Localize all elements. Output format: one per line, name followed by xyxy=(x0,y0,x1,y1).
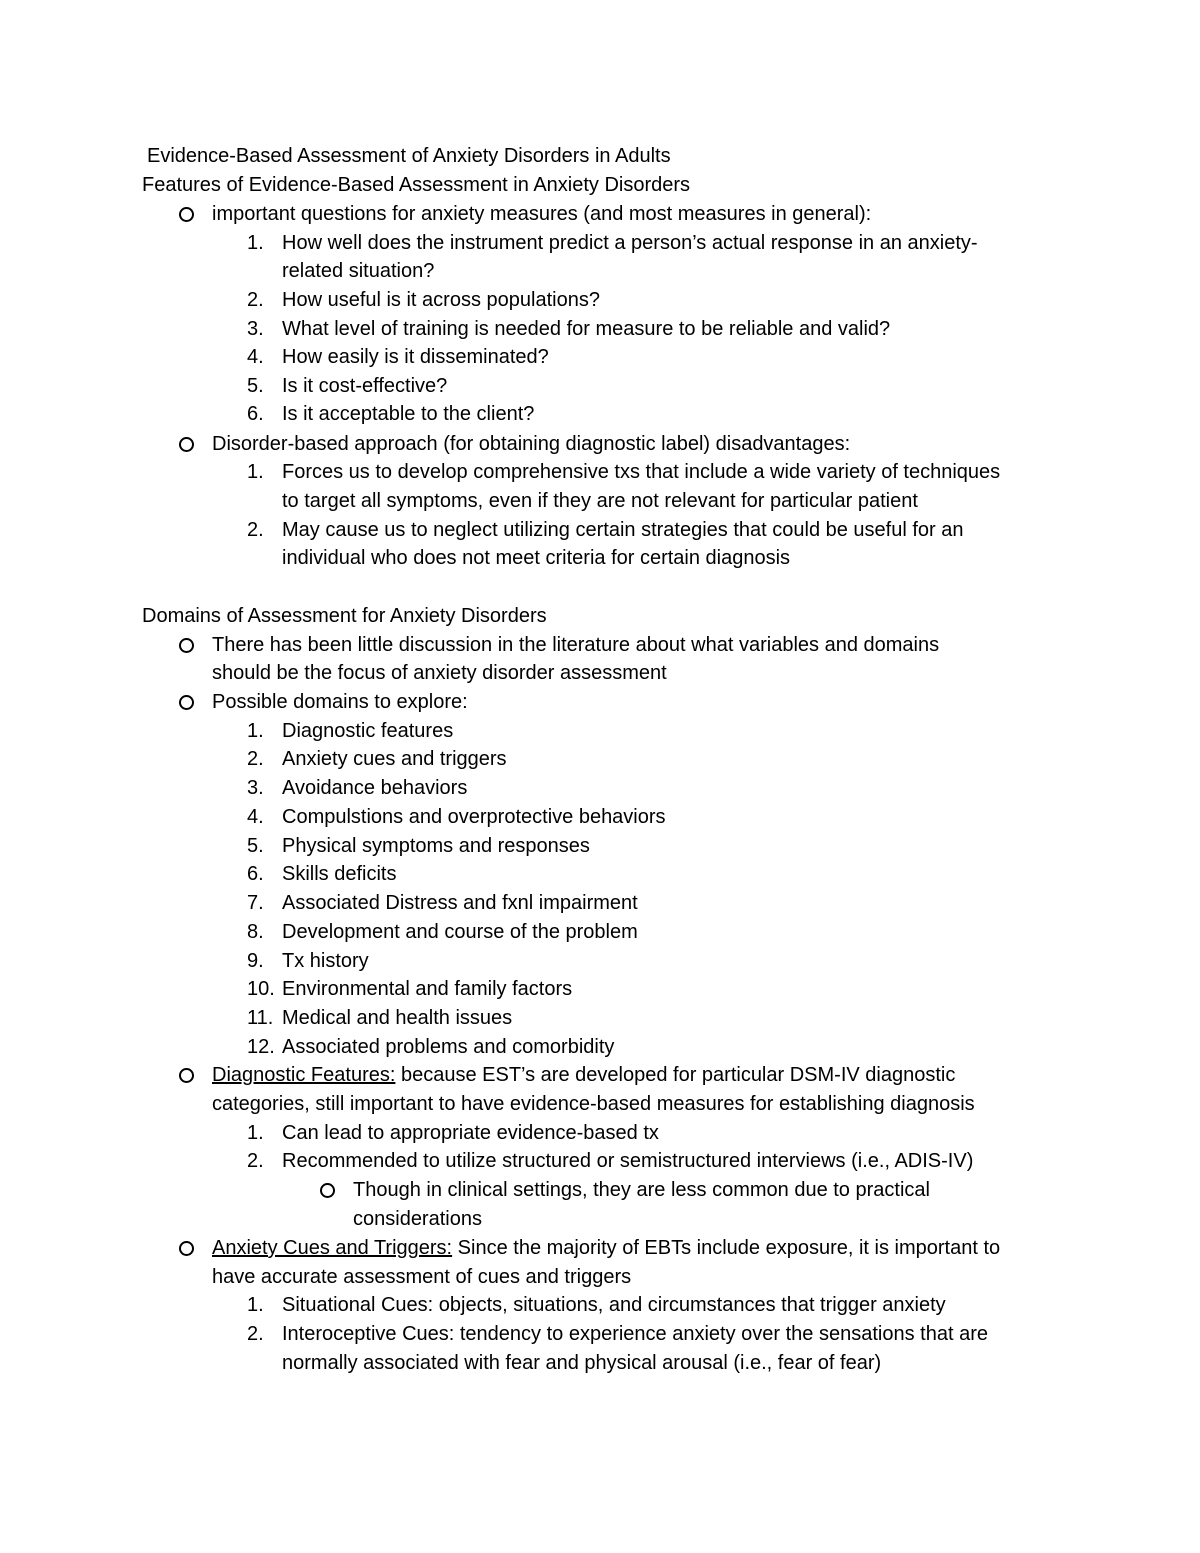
list-item: Recommended to utilize structured or semistructured interviews (i.e., ADIS-IV) xyxy=(282,1150,974,1172)
hollow-circle-bullet-icon xyxy=(179,695,194,710)
section-heading-features: Features of Evidence-Based Assessment in Anxiety Disorders xyxy=(142,174,691,196)
list-number: 11. xyxy=(247,1007,274,1029)
bullet-text-body: Since the majority of EBTs include exposure, it is important to xyxy=(452,1237,1001,1259)
list-item: Diagnostic features xyxy=(282,720,454,742)
list-number: 9. xyxy=(247,950,264,972)
bullet-text xyxy=(212,1234,1000,1263)
hollow-circle-bullet-icon xyxy=(179,437,194,452)
list-item-continuation: individual who does not meet criteria for certain diagnosis xyxy=(282,547,791,569)
bullet-text: There has been little discussion in the literature about what variables and domains xyxy=(212,634,940,656)
sub-bullet-text: Though in clinical settings, they are less common due to practical xyxy=(353,1179,930,1201)
list-item: Medical and health issues xyxy=(282,1007,513,1029)
list-item: What level of training is needed for measure to be reliable and valid? xyxy=(282,318,891,340)
list-item: Avoidance behaviors xyxy=(282,777,468,799)
list-item: How useful is it across populations? xyxy=(282,289,600,311)
list-item: Tx history xyxy=(282,950,369,972)
bullet-text xyxy=(212,1061,955,1090)
list-number: 2. xyxy=(247,748,264,770)
list-number: 2. xyxy=(247,519,264,541)
list-item: Can lead to appropriate evidence-based tx xyxy=(282,1122,659,1144)
list-item: Environmental and family factors xyxy=(282,978,573,1000)
list-item: Associated problems and comorbidity xyxy=(282,1036,615,1058)
list-item-continuation: normally associated with fear and physical arousal (i.e., fear of fear) xyxy=(282,1352,882,1374)
list-item: Interoceptive Cues: tendency to experience anxiety over the sensations that are xyxy=(282,1323,988,1345)
hollow-circle-bullet-icon xyxy=(179,1241,194,1256)
list-number: 4. xyxy=(247,346,264,368)
list-number: 2. xyxy=(247,1150,264,1172)
hollow-circle-bullet-icon xyxy=(179,638,194,653)
bullet-text-continuation: should be the focus of anxiety disorder assessment xyxy=(212,662,667,684)
list-number: 10. xyxy=(247,978,275,1000)
hollow-circle-bullet-icon xyxy=(179,1068,194,1083)
bullet-text-body: because EST’s are developed for particular DSM-IV diagnostic xyxy=(395,1064,956,1086)
bullet-text: Disorder-based approach (for obtaining diagnostic label) disadvantages: xyxy=(212,433,851,455)
bullet-text-continuation: have accurate assessment of cues and triggers xyxy=(212,1266,632,1288)
list-number: 5. xyxy=(247,835,264,857)
list-number: 1. xyxy=(247,1294,264,1316)
list-number: 3. xyxy=(247,318,264,340)
list-number: 1. xyxy=(247,720,264,742)
list-number: 1. xyxy=(247,1122,264,1144)
bullet-text: important questions for anxiety measures (and most measures in general): xyxy=(212,203,872,225)
list-number: 6. xyxy=(247,403,264,425)
list-item: How easily is it disseminated? xyxy=(282,346,549,368)
list-item: Is it acceptable to the client? xyxy=(282,403,535,425)
bullet-text-continuation: categories, still important to have evidence-based measures for establishing diagnosis xyxy=(212,1093,975,1115)
list-item: Associated Distress and fxnl impairment xyxy=(282,892,638,914)
list-item: Development and course of the problem xyxy=(282,921,638,943)
list-item: How well does the instrument predict a person’s actual response in an anxiety- xyxy=(282,232,978,254)
list-number: 3. xyxy=(247,777,264,799)
list-number: 8. xyxy=(247,921,264,943)
list-number: 1. xyxy=(247,461,264,483)
list-number: 12. xyxy=(247,1036,275,1058)
list-item: Forces us to develop comprehensive txs that include a wide variety of techniques xyxy=(282,461,1001,483)
list-item: Physical symptoms and responses xyxy=(282,835,590,857)
sub-bullet-text-continuation: considerations xyxy=(353,1208,482,1230)
hollow-circle-bullet-icon xyxy=(179,207,194,222)
underlined-label: Diagnostic Features: xyxy=(212,1064,396,1086)
list-number: 1. xyxy=(247,232,264,254)
hollow-circle-bullet-icon xyxy=(320,1183,335,1198)
list-item: Anxiety cues and triggers xyxy=(282,748,507,770)
list-number: 5. xyxy=(247,375,264,397)
list-item: Compulstions and overprotective behaviors xyxy=(282,806,666,828)
underlined-label: Anxiety Cues and Triggers: xyxy=(212,1237,453,1259)
section-heading-domains: Domains of Assessment for Anxiety Disorders xyxy=(142,605,547,627)
list-item-continuation: related situation? xyxy=(282,260,435,282)
list-item-continuation: to target all symptoms, even if they are not relevant for particular patient xyxy=(282,490,918,512)
document-title: Evidence-Based Assessment of Anxiety Disorders in Adults xyxy=(147,145,671,167)
list-number: 7. xyxy=(247,892,264,914)
list-item: Skills deficits xyxy=(282,863,397,885)
list-item: Situational Cues: objects, situations, and circumstances that trigger anxiety xyxy=(282,1294,946,1316)
list-item: May cause us to neglect utilizing certain strategies that could be useful for an xyxy=(282,519,964,541)
list-number: 4. xyxy=(247,806,264,828)
list-number: 6. xyxy=(247,863,264,885)
bullet-text: Possible domains to explore: xyxy=(212,691,468,713)
list-item: Is it cost-effective? xyxy=(282,375,448,397)
list-number: 2. xyxy=(247,289,264,311)
list-number: 2. xyxy=(247,1323,264,1345)
